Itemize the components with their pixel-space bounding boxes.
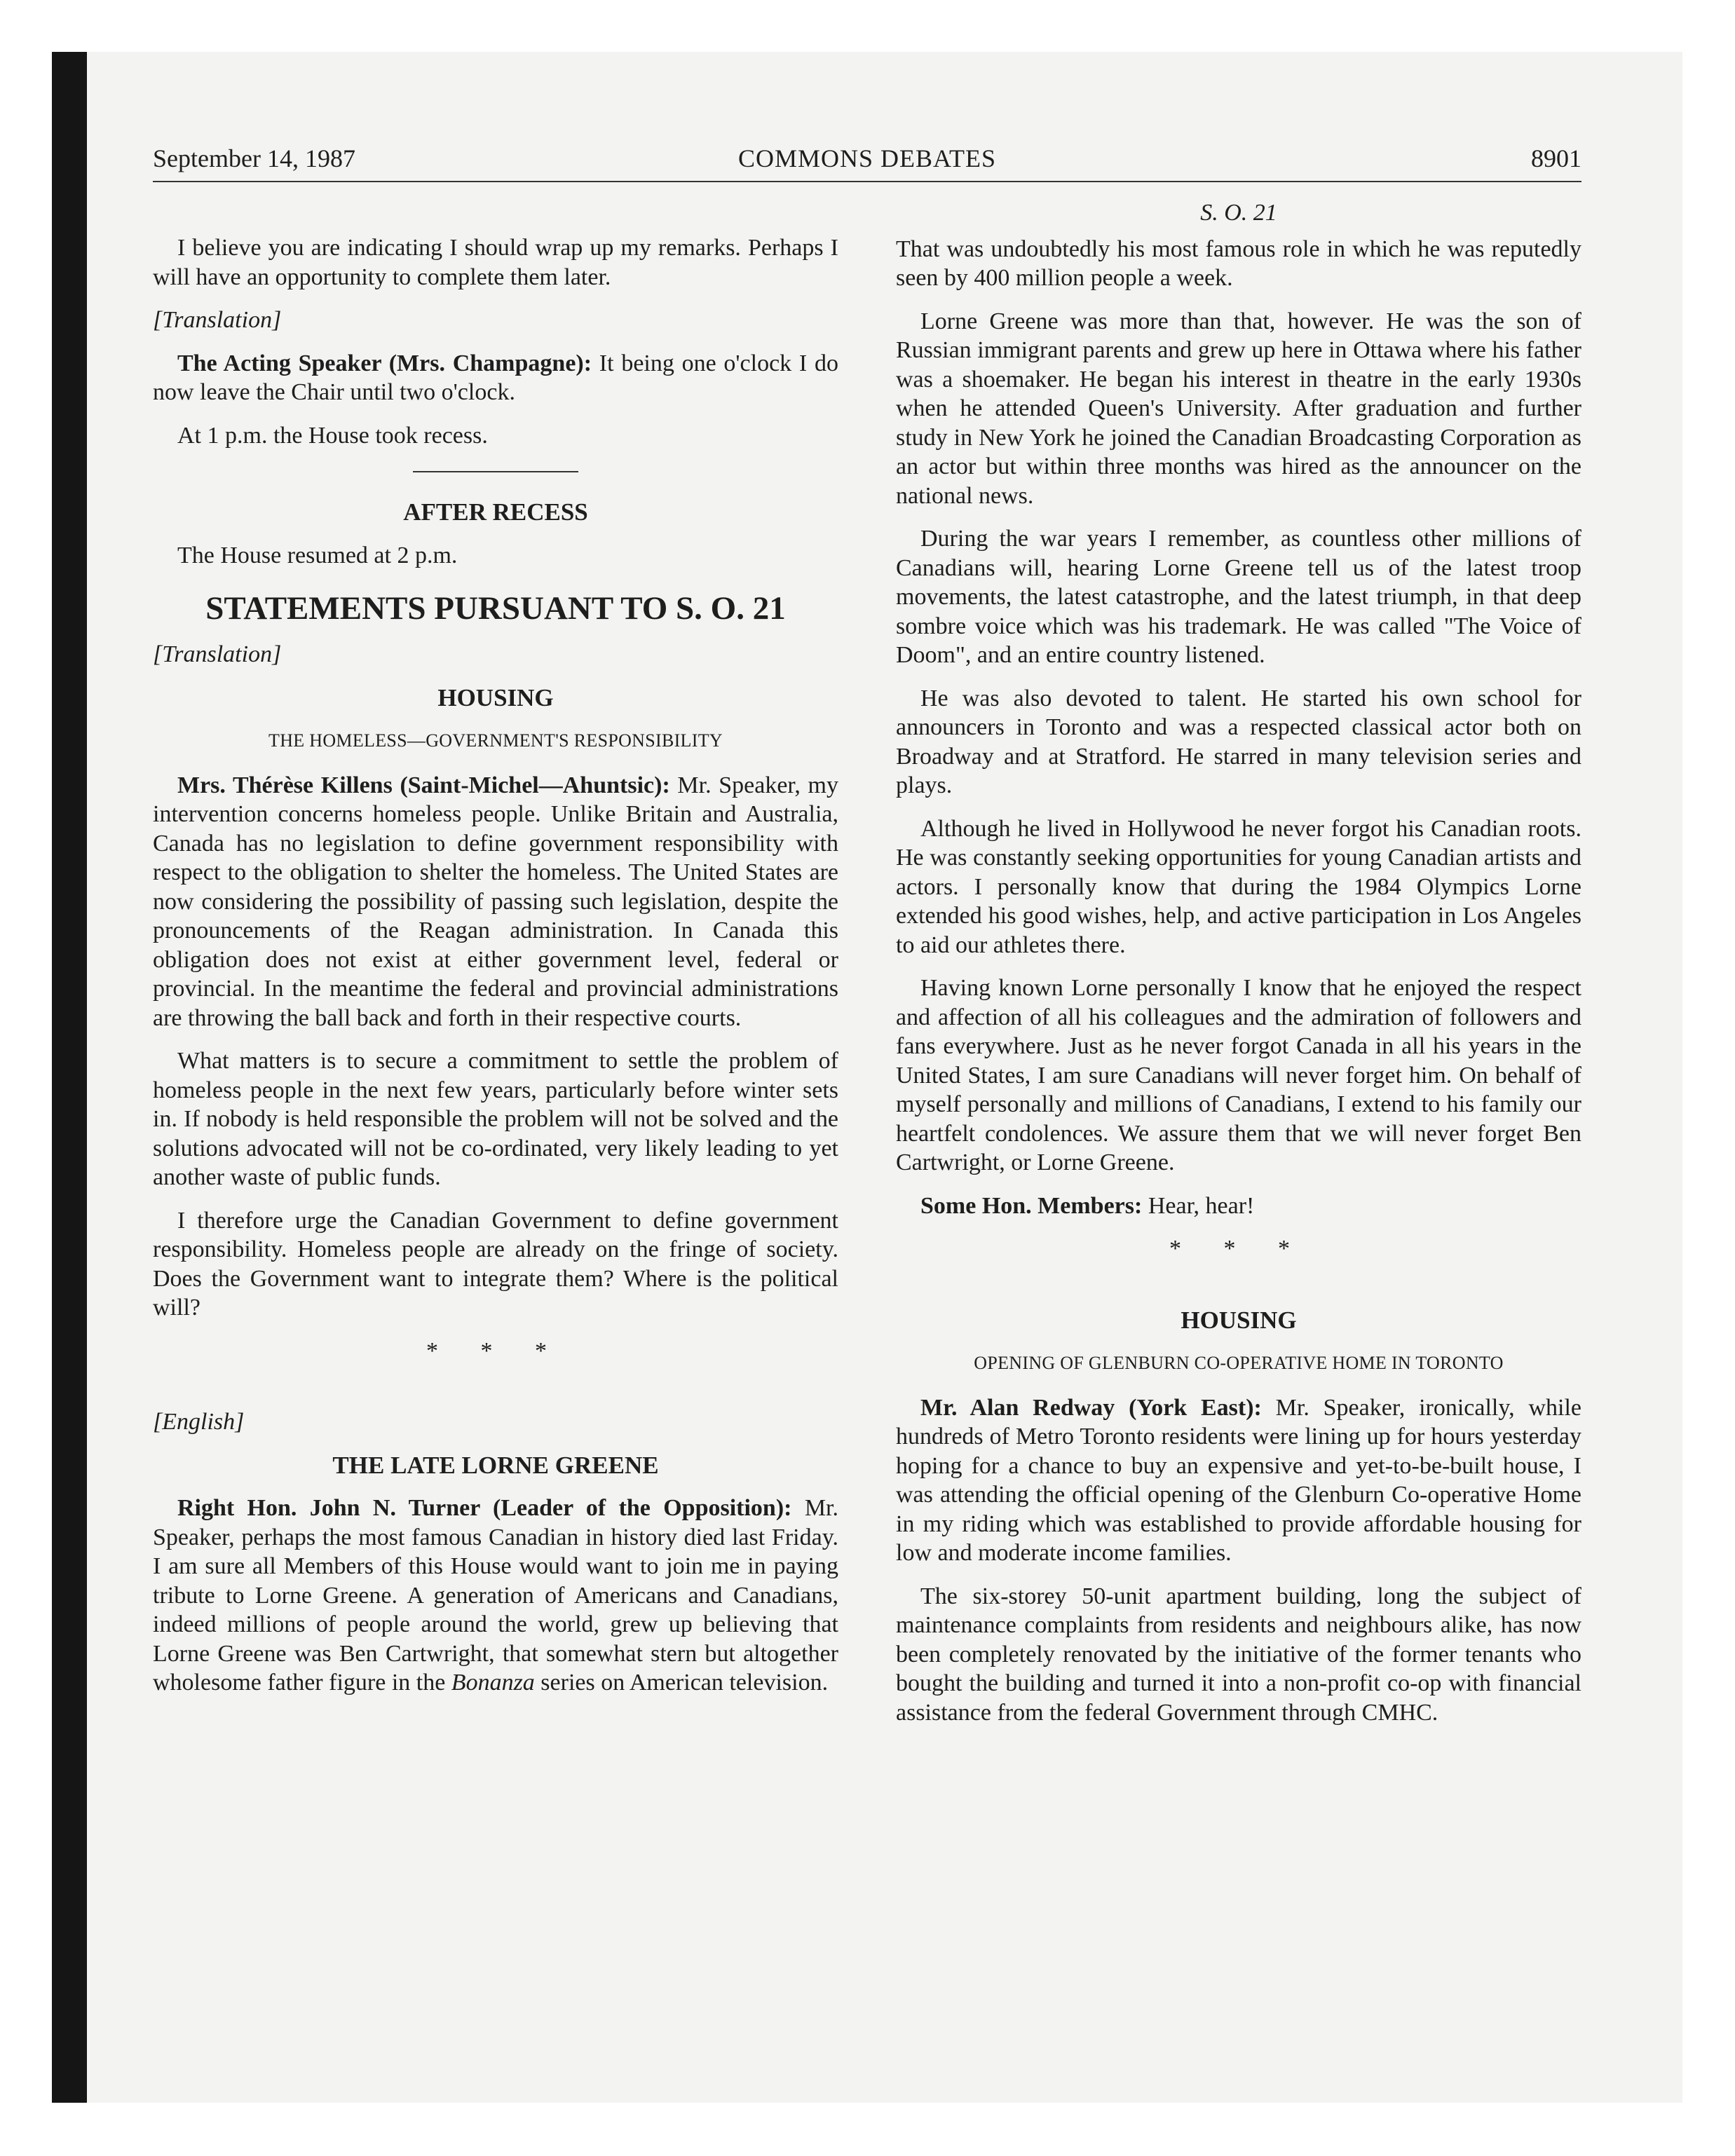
- housing-subheading: OPENING OF GLENBURN CO-OPERATIVE HOME IN TORONTO: [974, 1353, 1504, 1373]
- lorne-greene-heading: THE LATE LORNE GREENE: [332, 1451, 659, 1479]
- paragraph: [896, 1393, 1581, 1568]
- section-divider: [413, 471, 578, 472]
- speaker-name: The Acting Speaker (Mrs. Champagne):: [177, 350, 592, 376]
- section-stars: * * *: [1169, 1236, 1308, 1262]
- paragraph: During the war years I remember, as countless other millions of Canadians will, hearing Lorne Greene tell us of the latest troop movements, the latest catastrophe, and the latest triumph, in that deep sombre voice which was his trademark. He was called "The Voice of Doom", and an entire country listened.: [896, 526, 1581, 668]
- speech-text: Mr. Speaker, my intervention concerns homeless people. Unlike Britain and Australia, Canada has no legislation to define government responsibility with respect to the obligation to shelter the homeless. The United States are now considering the possibility of passing such legislation, despite the pronouncements of the Reagan administration. In Canada this obligation does not exist at either government level, federal or provincial. In the meantime the federal and provincial administrations are throwing the ball back and forth in their respective courts.: [153, 772, 838, 1031]
- header-rule: [153, 181, 1581, 182]
- paragraph: What matters is to secure a commitment to settle the problem of homeless people in the next few years, particularly before winter sets in. If nobody is held responsible the problem will not be solved and the solutions advocated will not be co-ordinated, very likely leading to yet another waste of public funds.: [153, 1048, 838, 1190]
- paragraph: [153, 349, 838, 407]
- paragraph: [153, 771, 838, 1033]
- standing-order-tag: S. O. 21: [1200, 200, 1277, 226]
- speech-text: It being one o'clock I do now leave the Chair until two o'clock.: [153, 350, 838, 405]
- speaker-name: Some Hon. Members:: [920, 1192, 1143, 1219]
- header-title: COMMONS DEBATES: [737, 144, 997, 172]
- italic-title: Bonanza: [451, 1670, 535, 1696]
- housing-heading: HOUSING: [437, 683, 554, 711]
- paragraph: Having known Lorne personally I know that he enjoyed the respect and affection of all his colleagues and the admiration of followers and fans everywhere. Just as he never forgot Canada in all his years in the United States, I am sure Canadians will never forget him. On behalf of myself personally and millions of Canadians, I extend to his family our heartfelt condolences. We assure them that we will never forget Ben Cartwright, or Lorne Greene.: [896, 975, 1581, 1175]
- speaker-name: Right Hon. John N. Turner (Leader of the Opposition):: [177, 1495, 792, 1521]
- paragraph: Although he lived in Hollywood he never forgot his Canadian roots. He was constantly seeking opportunities for young Canadian artists and actors. I personally know that during the 1984 Olympics Lorne extended his good wishes, help, and active participation in Los Angeles to aid our athletes there.: [896, 815, 1581, 958]
- section-stars: * * *: [426, 1337, 565, 1364]
- paragraph: I believe you are indicating I should wrap up my remarks. Perhaps I will have an opportunity to complete them later.: [153, 235, 838, 290]
- paragraph: I therefore urge the Canadian Government to define government responsibility. Homeless people are already on the fringe of society. Does the Government want to integrate them? Where is the political will?: [153, 1207, 838, 1321]
- header-date: September 14, 1987: [153, 144, 355, 172]
- header-page-number: 8901: [1531, 144, 1581, 172]
- paragraph: The six-storey 50-unit apartment building, long the subject of maintenance complaints from residents and neighbours alike, has now been completely renovated by the initiative of the former tenants who bought the building and turned it into a non-profit co-op with financial assistance from the federal Government through CMHC.: [896, 1583, 1581, 1726]
- housing-heading: HOUSING: [1181, 1306, 1297, 1334]
- statements-heading: STATEMENTS PURSUANT TO S. O. 21: [205, 590, 786, 627]
- housing-subheading: THE HOMELESS—GOVERNMENT'S RESPONSIBILITY: [268, 730, 723, 751]
- paragraph: The House resumed at 2 p.m.: [177, 542, 458, 568]
- paragraph: [153, 1494, 838, 1698]
- language-tag: [English]: [153, 1409, 245, 1435]
- paragraph: At 1 p.m. the House took recess.: [177, 422, 488, 449]
- language-tag: [Translation]: [153, 307, 282, 333]
- right-column: [896, 198, 1581, 1741]
- paragraph: He was also devoted to talent. He started his own school for announcers in Toronto and was a respected classical actor both on Broadway and at Stratford. He starred in many television series and plays.: [896, 685, 1581, 798]
- speech-text: Mr. Speaker, perhaps the most famous Canadian in history died last Friday. I am sure all Members of this House would want to join me in paying tribute to Lorne Greene. A generation of Americans and Canadians, indeed millions of people around the world, grew up believing that Lorne Greene was Ben Cartwright, that somewhat stern but altogether wholesome father figure in the: [153, 1495, 838, 1696]
- speaker-name: Mr. Alan Redway (York East):: [920, 1394, 1262, 1421]
- left-column: [153, 233, 838, 1712]
- paragraph: That was undoubtedly his most famous role in which he was reputedly seen by 400 million people a week.: [896, 236, 1581, 291]
- after-recess-heading: AFTER RECESS: [403, 498, 588, 526]
- scan-edge-shadow: [52, 52, 87, 2103]
- paragraph: Lorne Greene was more than that, however. He was the son of Russian immigrant parents and grew up here in Ottawa where his father was a shoemaker. He began his interest in theatre in the early 1930s when he attended Queen's University. After graduation and further study in New York he joined the Canadian Broadcasting Corporation as an actor but within three months was hired as the announcer on the national news.: [896, 308, 1581, 509]
- speaker-name: Mrs. Thérèse Killens (Saint-Michel—Ahuntsic):: [177, 772, 670, 798]
- speech-text: series on American television.: [534, 1670, 829, 1696]
- language-tag: [Translation]: [153, 641, 282, 667]
- paragraph: [896, 1192, 1581, 1221]
- speech-text: Hear, hear!: [1142, 1192, 1255, 1219]
- speech-text: Mr. Speaker, ironically, while hundreds of Metro Toronto residents were lining up for hours yesterday hoping for a chance to buy an expensive and yet-to-be-built house, I was attending the official opening of the Glenburn Co-operative Home in my riding which was established to provide affordable housing for low and moderate income families.: [896, 1394, 1581, 1566]
- document-page: [153, 144, 1581, 1938]
